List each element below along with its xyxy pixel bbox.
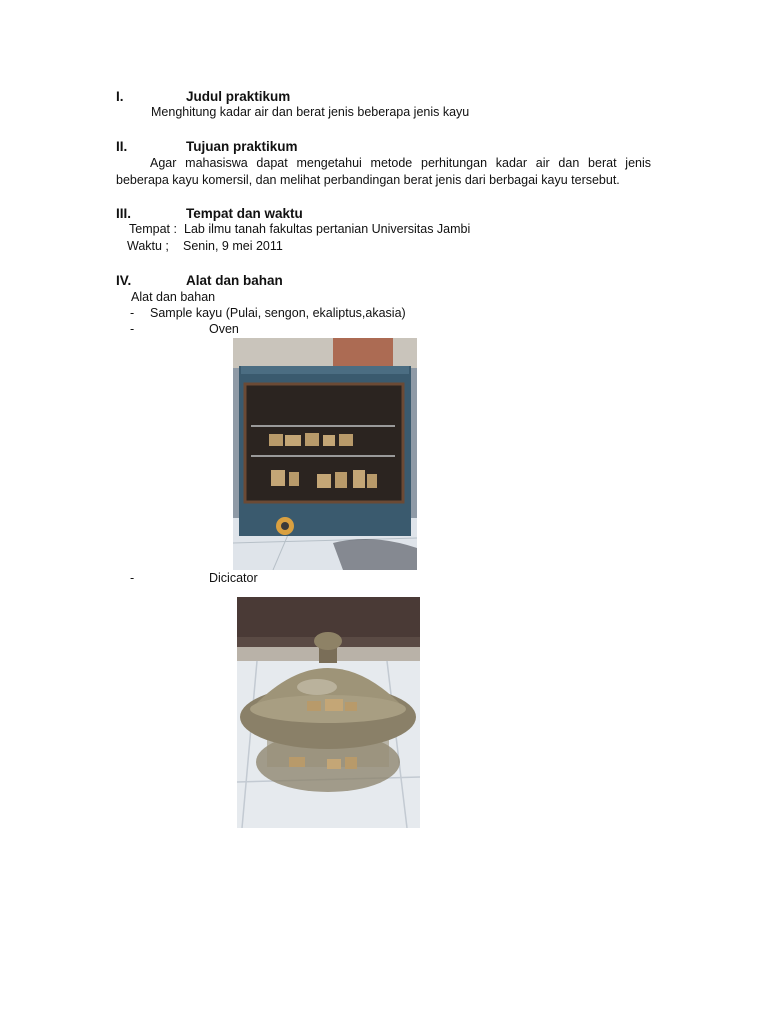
section-4-number: IV.	[116, 273, 132, 288]
dicicator-photo	[237, 597, 420, 828]
section-2-title: Tujuan praktikum	[186, 139, 298, 154]
item-1-text: Sample kayu (Pulai, sengon, ekaliptus,akasia)	[150, 306, 406, 320]
alat-intro: Alat dan bahan	[131, 290, 216, 304]
item-3-text: Dicicator	[209, 571, 258, 585]
section-3-title: Tempat dan waktu	[186, 206, 303, 221]
judul-text: Menghitung kadar air dan berat jenis beberapa jenis kayu	[151, 105, 470, 119]
tujuan-paragraph	[116, 155, 651, 189]
section-1-title: Judul praktikum	[186, 89, 291, 104]
section-3-number: III.	[116, 206, 132, 221]
section-4-title: Alat dan bahan	[186, 273, 283, 288]
oven-photo	[233, 338, 417, 570]
section-1-number: I.	[116, 89, 124, 104]
section-2-number: II.	[116, 139, 128, 154]
item-3-dash: -	[130, 571, 135, 585]
tempat-value: Lab ilmu tanah fakultas pertanian Universitas Jambi	[184, 222, 471, 236]
item-2-text: Oven	[209, 322, 239, 336]
waktu-label: Waktu ;	[127, 239, 169, 253]
oven-illustration	[233, 338, 417, 570]
waktu-value: Senin, 9 mei 2011	[183, 239, 283, 253]
dicicator-illustration	[237, 597, 420, 828]
tempat-label: Tempat :	[129, 222, 177, 236]
tujuan-text: Agar mahasiswa dapat mengetahui metode perhitungan kadar air dan berat jenis beberapa kayu komersil, dan melihat perbandingan berat jenis dari berbagai kayu tersebut.	[116, 156, 651, 187]
item-2-dash: -	[130, 322, 135, 336]
item-1-dash: -	[130, 306, 135, 320]
